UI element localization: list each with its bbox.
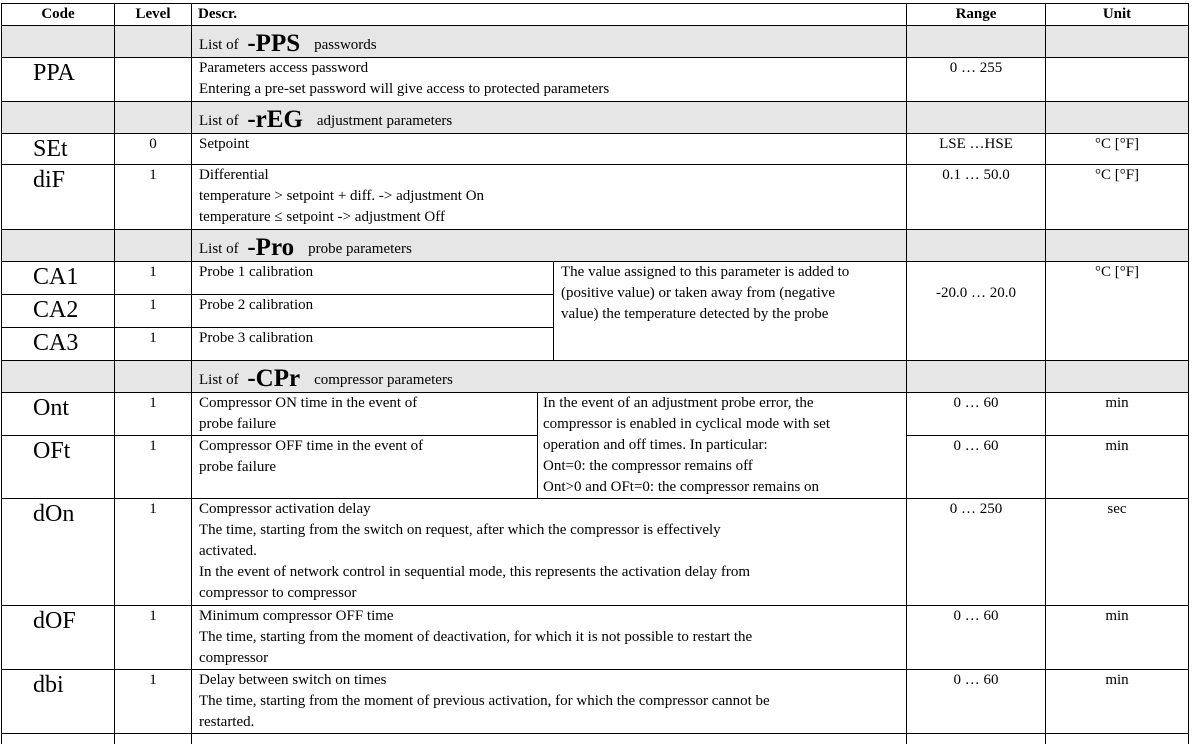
header-level: Level bbox=[115, 4, 192, 26]
param-unit bbox=[1046, 58, 1189, 102]
param-description: Delay between switch on times The time, starting from the moment of previous activation, for which the compressor cannot be restarted. bbox=[192, 670, 907, 734]
param-code: CA3 bbox=[2, 328, 115, 361]
param-description: Differential temperature > setpoint + diff. -> adjustment On temperature ≤ setpoint -> adjustment Off bbox=[192, 165, 907, 230]
param-level bbox=[115, 58, 192, 102]
param-code: diF bbox=[2, 165, 115, 230]
header-unit: Unit bbox=[1046, 4, 1189, 26]
param-level: 1 bbox=[115, 606, 192, 670]
param-range: 0 … 60 bbox=[907, 436, 1046, 499]
param-unit: min bbox=[1046, 606, 1189, 670]
param-row-ca1 bbox=[2, 262, 1189, 295]
param-row-dif bbox=[2, 165, 1189, 230]
param-description: Compressor activation delay The time, starting from the switch on request, after which the compressor is effectively activated. In the event of network control in sequential mode, this represents the activation delay from compressor to compressor bbox=[192, 499, 907, 606]
param-description: Compressor ON time in the event of probe failure bbox=[192, 393, 538, 436]
section-code-reg: -rEG bbox=[242, 106, 317, 133]
param-code: SEt bbox=[2, 134, 115, 165]
param-level: 1 bbox=[115, 262, 192, 295]
param-description: Minimum compressor OFF time The time, starting from the moment of deactivation, for which it is not possible to restart the compressor bbox=[192, 606, 907, 670]
param-unit: °C [°F] bbox=[1046, 262, 1189, 361]
section-code-cpr: -CPr bbox=[242, 365, 314, 392]
param-unit: sec bbox=[1046, 499, 1189, 606]
param-row-ppa bbox=[2, 58, 1189, 102]
param-level: 1 bbox=[115, 436, 192, 499]
param-range: LSE …HSE bbox=[907, 134, 1046, 165]
section-row-cpr bbox=[2, 361, 1189, 393]
section-code-pro: -Pro bbox=[242, 234, 308, 261]
section-title-reg: List of -rEG adjustment parameters bbox=[192, 102, 907, 134]
param-code: dOF bbox=[2, 606, 115, 670]
param-level: 1 bbox=[115, 165, 192, 230]
param-row-ont bbox=[2, 393, 1189, 436]
param-description: Compressor OFF time in the event of probe failure bbox=[192, 436, 538, 499]
section-title-cpr: List of -CPr compressor parameters bbox=[192, 361, 907, 393]
param-level: 1 bbox=[115, 393, 192, 436]
param-range: 0 … 60 bbox=[907, 670, 1046, 734]
param-code: PPA bbox=[2, 58, 115, 102]
param-unit: °C [°F] bbox=[1046, 134, 1189, 165]
header-descr: Descr. bbox=[192, 4, 907, 26]
param-level: 0 bbox=[115, 134, 192, 165]
param-range: -20.0 … 20.0 bbox=[907, 262, 1046, 361]
param-unit: °C [°F] bbox=[1046, 165, 1189, 230]
param-code: OFt bbox=[2, 436, 115, 499]
param-range: 0 … 250 bbox=[907, 499, 1046, 606]
parameters-table bbox=[1, 3, 1189, 744]
section-row-reg bbox=[2, 102, 1189, 134]
calibration-note: The value assigned to this parameter is added to (positive value) or taken away from (negative value) the temperature detected by the probe bbox=[554, 262, 907, 361]
param-level: 1 bbox=[115, 295, 192, 328]
param-code: dOn bbox=[2, 499, 115, 606]
param-description: Probe 1 calibration bbox=[192, 262, 554, 295]
cut-off-row bbox=[2, 734, 1189, 744]
section-title-pro: List of -Pro probe parameters bbox=[192, 230, 907, 262]
param-row-dof bbox=[2, 606, 1189, 670]
param-range: 0 … 255 bbox=[907, 58, 1046, 102]
header-row bbox=[2, 4, 1189, 26]
param-unit: min bbox=[1046, 670, 1189, 734]
param-row-dbi bbox=[2, 670, 1189, 734]
param-range: 0 … 60 bbox=[907, 393, 1046, 436]
header-range: Range bbox=[907, 4, 1046, 26]
param-range: 0 … 60 bbox=[907, 606, 1046, 670]
param-unit: min bbox=[1046, 436, 1189, 499]
param-row-don bbox=[2, 499, 1189, 606]
section-title-pps: List of -PPS passwords bbox=[192, 26, 907, 58]
param-description: Setpoint bbox=[192, 134, 907, 165]
param-description: Probe 3 calibration bbox=[192, 328, 554, 361]
section-row-pro bbox=[2, 230, 1189, 262]
param-range: 0.1 … 50.0 bbox=[907, 165, 1046, 230]
param-code: CA2 bbox=[2, 295, 115, 328]
param-description: Probe 2 calibration bbox=[192, 295, 554, 328]
section-code-pps: -PPS bbox=[242, 30, 314, 57]
param-code: dbi bbox=[2, 670, 115, 734]
param-code: CA1 bbox=[2, 262, 115, 295]
param-level: 1 bbox=[115, 499, 192, 606]
param-level: 1 bbox=[115, 328, 192, 361]
param-description: Parameters access password Entering a pre-set password will give access to protected parameters bbox=[192, 58, 907, 102]
param-level: 1 bbox=[115, 670, 192, 734]
param-unit: min bbox=[1046, 393, 1189, 436]
probe-error-note: In the event of an adjustment probe error, the compressor is enabled in cyclical mode with set operation and off times. In particular: Ont=0: the compressor remains off Ont>0 and OFt=0: the compressor remains on bbox=[538, 393, 907, 499]
header-code: Code bbox=[2, 4, 115, 26]
section-row-pps bbox=[2, 26, 1189, 58]
param-row-set bbox=[2, 134, 1189, 165]
param-code: Ont bbox=[2, 393, 115, 436]
